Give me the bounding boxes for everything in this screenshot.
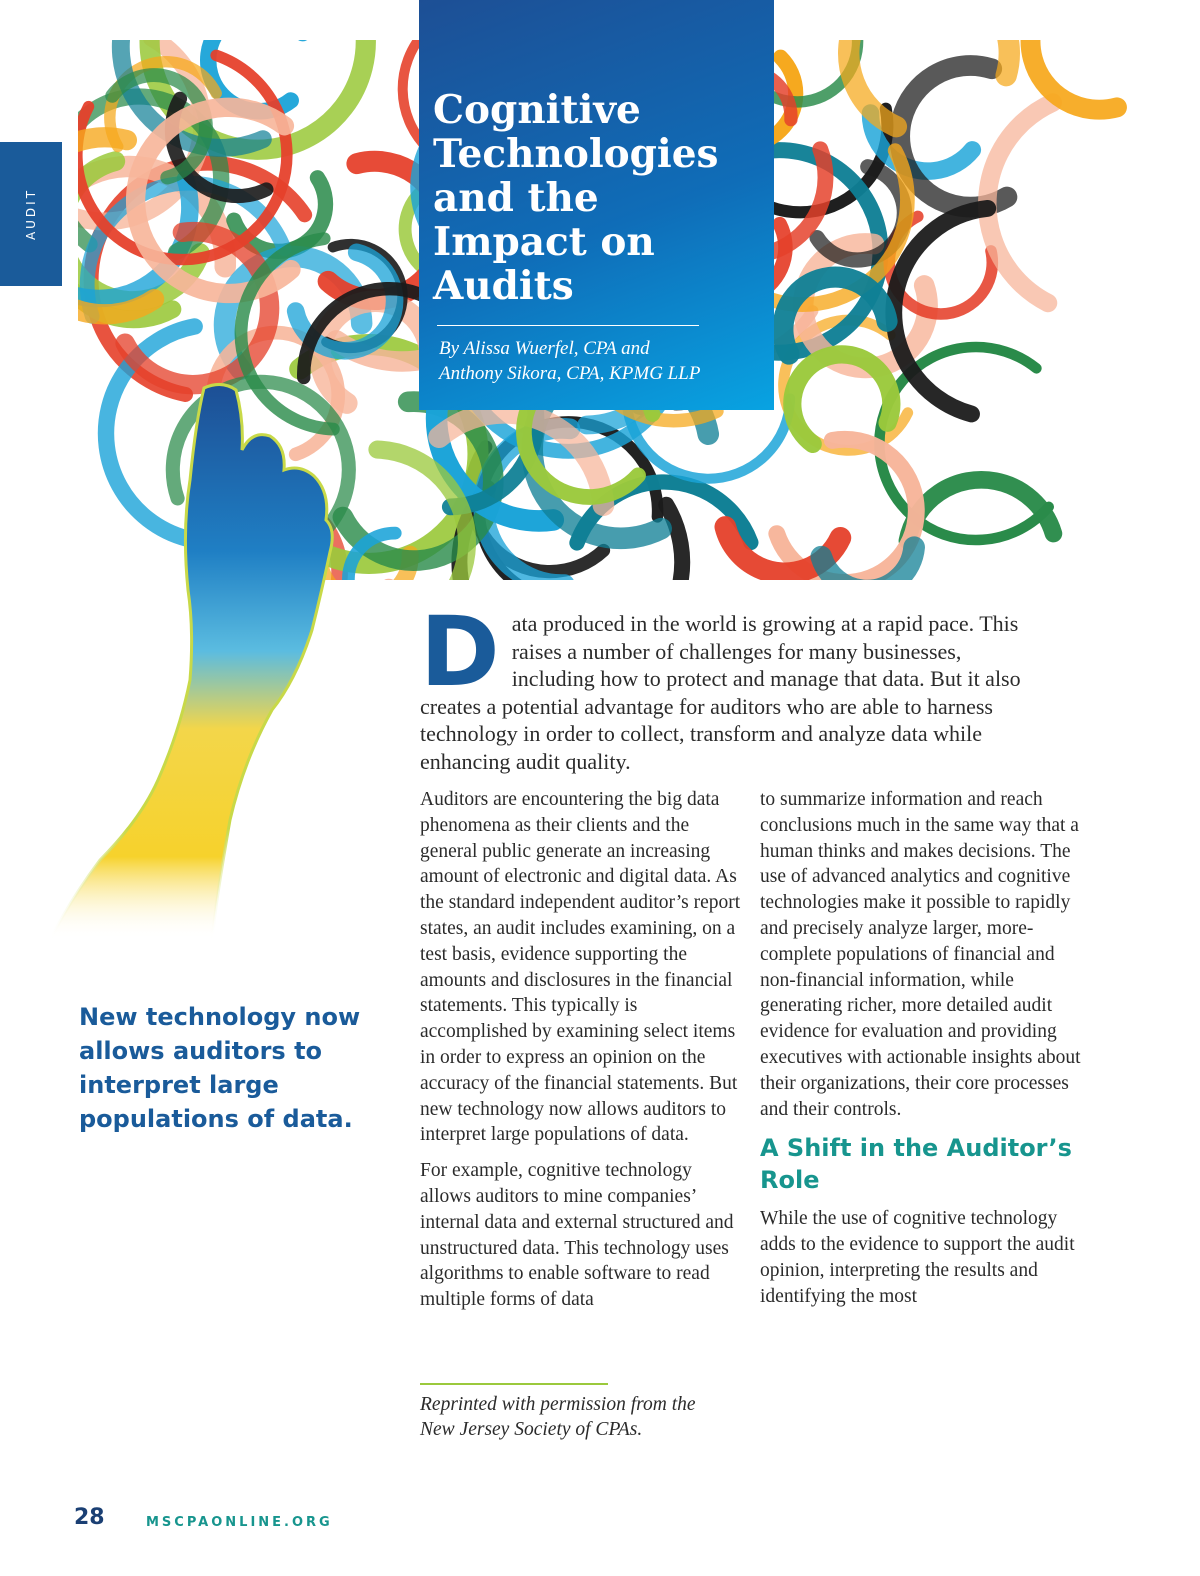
pull-quote: New technology now allows auditors to interpret large populations of data. <box>79 1003 361 1133</box>
lead-paragraph <box>420 596 1040 775</box>
arm-shape <box>50 384 332 940</box>
body-paragraph: Auditors are encountering the big data phenomena as their clients and the general public generate an increasing amount of electronic and digital data. As the standard independent auditor’s report states, an audit includes examining, on a test basis, evidence supporting the amounts and disclosures in the financial statements. This typically is accomplished by examining select items in order to express an opinion on the accuracy of the financial statements. But new technology now allows auditors to interpret large populations of data. <box>420 789 741 1146</box>
byline <box>439 336 759 386</box>
body-paragraph: For example, cognitive technology allows auditors to mine companies’ internal data and external structured and unstructured data. This technology uses algorithms to enable software to read multiple forms of data <box>420 1160 734 1311</box>
footnote-divider <box>420 1383 608 1385</box>
body-column-right <box>760 787 1082 1320</box>
lead-text: ata produced in the world is growing at a rapid pace. This raises a number of challenges for many businesses, including how to protect and manage that data. But it also creates a potential advantage for auditors who are able to harness technology in order to collect, transform and analyze data while enhancing audit quality. <box>420 611 1021 774</box>
article-title: Cognitive Technologies and the Impact on Audits <box>433 87 719 309</box>
footnote <box>420 1392 740 1442</box>
page-number: 28 <box>74 1505 105 1530</box>
raised-hand-illustration <box>30 380 370 980</box>
footnote-line: Reprinted with permission from the <box>420 1394 696 1415</box>
title-box <box>419 0 774 410</box>
section-tab <box>0 142 62 286</box>
drop-cap: D <box>420 596 500 708</box>
section-tab-label: AUDIT <box>24 187 38 241</box>
byline-line: Anthony Sikora, CPA, KPMG LLP <box>439 363 701 384</box>
site-url: MSCPAONLINE.ORG <box>146 1515 333 1530</box>
footnote-line: New Jersey Society of CPAs. <box>420 1419 643 1440</box>
section-subhead: A Shift in the Auditor’s Role <box>760 1134 1072 1195</box>
title-divider <box>437 325 699 326</box>
body-paragraph: to summarize information and reach conclusions much in the same way that a human thinks and makes decisions. The use of advanced analytics and cognitive technologies make it possible to rapidly and precisely analyze larger, more-complete populations of financial and non-financial information, while generating richer, more detailed audit evidence for evaluation and providing executives with actionable insights about their organizations, their core processes and their controls. <box>760 789 1081 1120</box>
body-paragraph: While the use of cognitive technology adds to the evidence to support the audit opinion, interpreting the results and identifying the most <box>760 1208 1075 1307</box>
body-column-left <box>420 787 742 1323</box>
byline-line: By Alissa Wuerfel, CPA and <box>439 338 650 359</box>
